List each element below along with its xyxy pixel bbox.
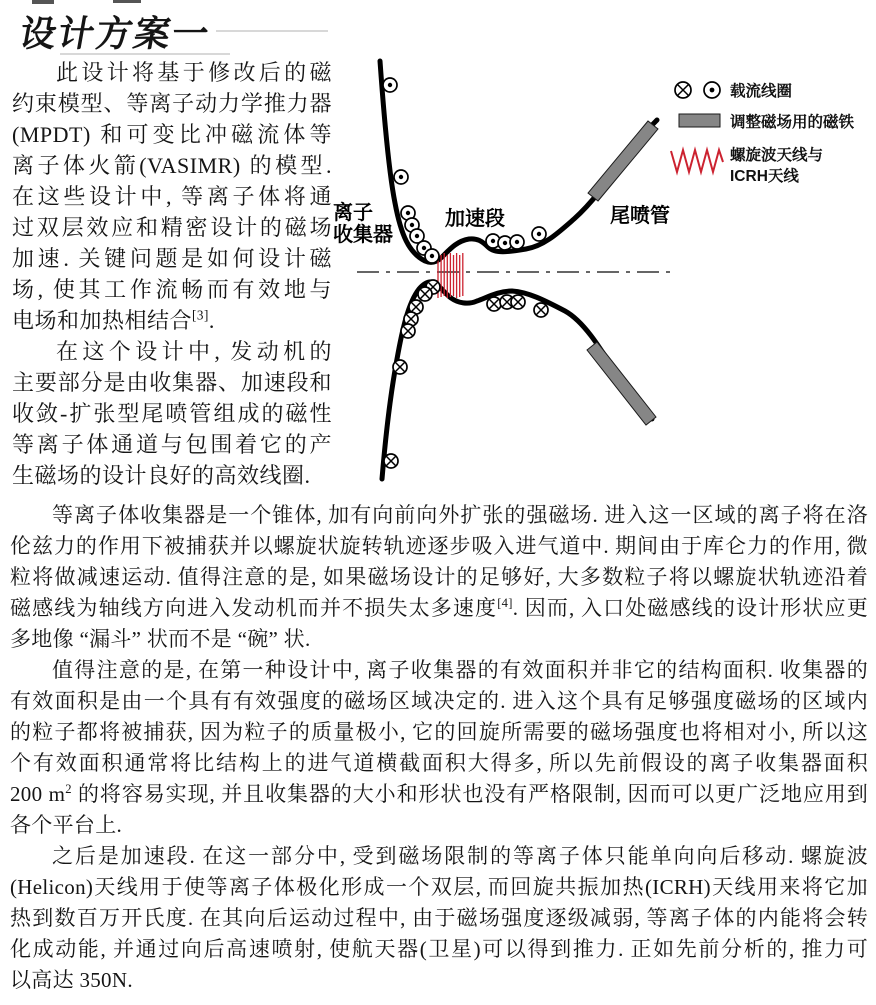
magnet-lower xyxy=(587,342,656,425)
text-line xyxy=(10,841,868,872)
coil-dot-center xyxy=(503,241,507,245)
paragraph xyxy=(10,655,868,841)
legend-antenna-label-line2: ICRH天线 xyxy=(730,168,799,185)
text-segment: (Helicon)天线用于使等离子体极化形成一个双层, 而回旋共振加热(ICRH)天线用来将它加 xyxy=(10,875,868,899)
text-segment: 场, 使其工作流畅而有效地与 xyxy=(12,277,332,302)
text-segment: 主要部分是由收集器、加速段和 xyxy=(12,370,332,395)
text-segment: . 因而, 入口处磁感线的设计形状应更 xyxy=(512,596,868,620)
paragraph xyxy=(10,500,868,655)
text-line xyxy=(10,655,868,686)
label-acceleration-section: 加速段 xyxy=(445,208,505,230)
coils-group xyxy=(383,78,548,468)
superscript: [3] xyxy=(192,307,209,323)
legend-magnet-label: 调整磁场用的磁铁 xyxy=(730,114,855,131)
legend-antenna-zigzag-icon xyxy=(671,150,723,172)
text-segment: 等离子体收集器是一个锥体, 加有向前向外扩张的强磁场. 进入这一区域的离子将在洛 xyxy=(52,503,868,527)
text-segment: 之后是加速段. 在这一部分中, 受到磁场限制的等离子体只能单向向后移动. 螺旋波 xyxy=(52,844,868,868)
text-line xyxy=(10,562,868,593)
text-line xyxy=(12,336,332,367)
text-segment: 等离子体通道与包围着它的产 xyxy=(12,432,332,457)
text-segment: 在这些设计中, 等离子体将通 xyxy=(12,184,332,209)
magnet-upper xyxy=(588,121,658,201)
page-title: 设计方案一 xyxy=(16,13,214,54)
text-line xyxy=(12,274,332,305)
text-segment: 生磁场的设计良好的高效线圈. xyxy=(12,463,311,488)
coil-dot-center xyxy=(406,211,410,215)
body-paragraphs xyxy=(10,500,868,996)
text-line xyxy=(12,367,332,398)
label-ion-collector-line1: 离子 xyxy=(333,202,373,224)
left-column-text xyxy=(12,57,332,491)
text-segment: 磁感线为轴线方向进入发动机而并不损失太多速度 xyxy=(10,596,498,620)
text-segment: 伦兹力的作用下被捕获并以螺旋状旋转轨迹逐步吸入进气道中. 期间由于库仑力的作用, 微 xyxy=(10,534,868,558)
text-segment: 各个平台上. xyxy=(10,813,123,837)
thruster-diagram xyxy=(330,55,876,505)
text-segment: 加速. 关键问题是如何设计磁 xyxy=(12,246,332,271)
text-line xyxy=(12,429,332,460)
text-segment: 粒将做减速运动. 值得注意的是, 如果磁场设计的足够好, 大多数粒子将以螺旋状轨迹沿着 xyxy=(10,565,868,589)
text-segment: 化成动能, 并通过向后高速喷射, 使航天器(卫星)可以得到推力. 正如先前分析的, 推力可 xyxy=(10,937,868,961)
superscript: 2 xyxy=(65,782,72,796)
text-line xyxy=(10,500,868,531)
coil-dot-center xyxy=(410,223,414,227)
coil-dot-center xyxy=(430,254,434,258)
superscript: [4] xyxy=(497,596,513,610)
text-segment: 热到数百万开氏度. 在其向后运动过程中, 由于磁场强度逐级减弱, 等离子体的内能将会转 xyxy=(10,906,868,930)
label-tail-nozzle: 尾喷管 xyxy=(610,205,670,227)
text-line xyxy=(10,934,868,965)
text-segment: 电场和加热相结合 xyxy=(12,308,193,333)
legend-antenna-label-line1: 螺旋波天线与 xyxy=(730,147,824,164)
text-line xyxy=(12,398,332,429)
text-segment: 过双层效应和精密设计的磁场 xyxy=(12,215,332,240)
legend xyxy=(671,81,855,185)
legend-coil-dot-center xyxy=(710,88,715,93)
text-line xyxy=(12,212,332,243)
scan-artifact xyxy=(216,30,328,32)
text-line xyxy=(10,686,868,717)
text-line xyxy=(12,181,332,212)
coil-dot-center xyxy=(515,240,519,244)
text-line xyxy=(12,243,332,274)
text-line xyxy=(10,779,868,810)
text-segment: (MPDT) 和可变比冲磁流体等 xyxy=(12,122,332,147)
text-segment: 此设计将基于修改后的磁 xyxy=(56,60,332,85)
scan-artifact xyxy=(32,0,54,4)
text-line xyxy=(10,593,868,624)
legend-coil-label: 载流线圈 xyxy=(730,83,793,100)
text-segment: 收敛-扩张型尾喷管组成的磁性 xyxy=(12,401,332,426)
text-line xyxy=(10,872,868,903)
text-line xyxy=(12,119,332,150)
text-segment: 在这个设计中, 发动机的 xyxy=(56,339,332,364)
text-segment: 的粒子都将被捕获, 因为粒子的质量极小, 它的回旋所需要的磁场强度也将相对小, 所以这 xyxy=(10,720,868,744)
coil-dot-center xyxy=(491,239,495,243)
text-segment: 以高达 350N. xyxy=(10,968,133,992)
text-line xyxy=(10,531,868,562)
text-line xyxy=(10,717,868,748)
text-line xyxy=(12,305,332,336)
legend-magnet-swatch xyxy=(679,114,720,127)
text-line xyxy=(10,624,868,655)
text-line xyxy=(10,748,868,779)
coil-dot-center xyxy=(399,175,403,179)
text-segment: . xyxy=(208,308,215,333)
text-segment: 200 m xyxy=(10,782,66,806)
text-line xyxy=(10,965,868,996)
coil-dot-center xyxy=(388,83,392,87)
text-segment: 离子体火箭(VASIMR) 的模型. xyxy=(12,153,332,178)
label-ion-collector-line2: 收集器 xyxy=(333,224,393,246)
text-line xyxy=(12,88,332,119)
text-segment: 约束模型、等离子动力学推力器 xyxy=(12,91,332,116)
coil-dot-center xyxy=(537,232,541,236)
text-segment: 有效面积是由一个具有有效强度的磁场区域决定的. 进入这个具有足够强度磁场的区域内 xyxy=(10,689,868,713)
text-line xyxy=(10,810,868,841)
text-line xyxy=(10,903,868,934)
coil-dot-center xyxy=(422,246,426,250)
scan-artifact xyxy=(113,0,141,3)
text-segment: 值得注意的是, 在第一种设计中, 离子收集器的有效面积并非它的结构面积. 收集器的 xyxy=(52,658,868,682)
antenna-hatch xyxy=(438,253,463,298)
text-segment: 个有效面积通常将比结构上的进气道横截面积大得多, 所以先前假设的离子收集器面积 xyxy=(10,751,868,775)
text-line xyxy=(12,460,332,491)
text-line xyxy=(12,150,332,181)
text-segment: 多地像 “漏斗” 状而不是 “碗” 状. xyxy=(10,627,311,651)
coil-dot-center xyxy=(415,234,419,238)
paragraph xyxy=(10,841,868,996)
text-segment: 的将容易实现, 并且收集器的大小和形状也没有严格限制, 因而可以更广泛地应用到 xyxy=(71,782,869,806)
text-line xyxy=(12,57,332,88)
